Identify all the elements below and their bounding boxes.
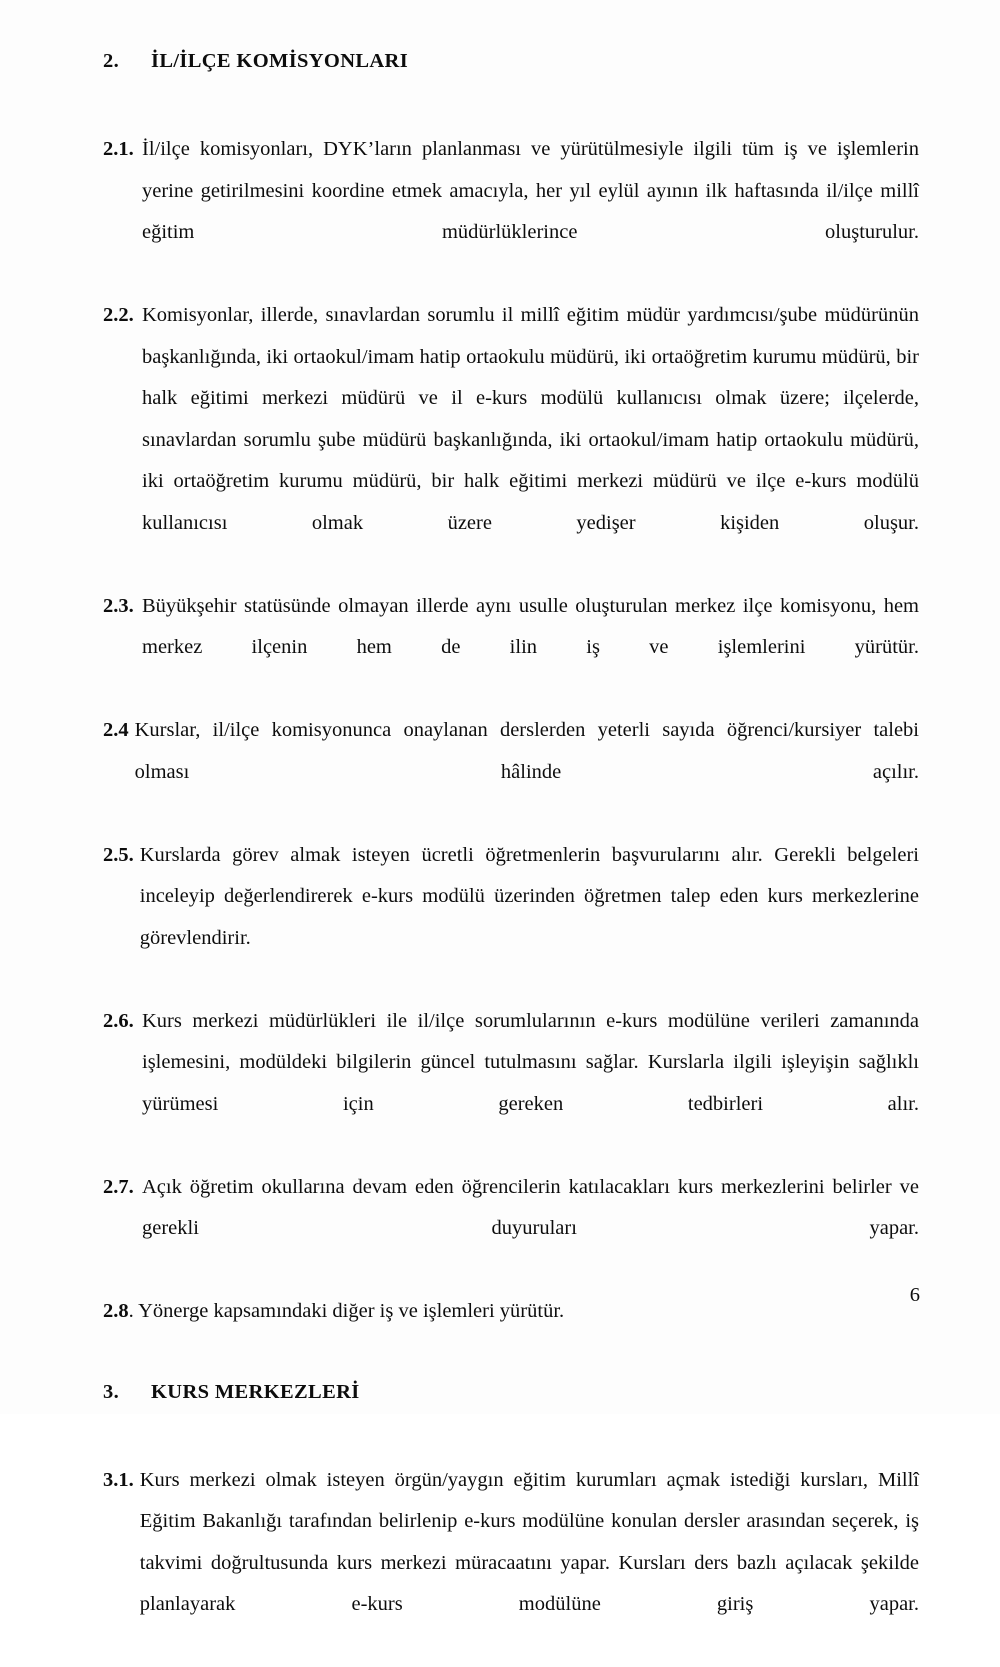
clause-number: 2.1. bbox=[103, 129, 142, 171]
clause-number: 2.4 bbox=[103, 710, 135, 752]
clause-2-4 bbox=[103, 710, 919, 835]
clause-text: . Yönerge kapsamındaki diğer iş ve işlemleri yürütür. bbox=[129, 1291, 919, 1333]
clause-text: Büyükşehir statüsünde olmayan illerde aynı usulle oluşturulan merkez ilçe komisyonu, hem merkez ilçenin hem de ilin iş ve işlemlerini yürütür. bbox=[142, 586, 919, 711]
clause-2-8 bbox=[103, 1291, 919, 1333]
clause-number: 2.3. bbox=[103, 586, 142, 628]
page-content bbox=[103, 50, 919, 1667]
clause-text: Kurs merkezi müdürlükleri ile il/ilçe sorumlularının e-kurs modülüne verileri zamanında işlemesini, modüldeki bilgilerin güncel tutulmasını sağlar. Kurslarla ilgili işleyişin sağlıklı yürümesi için gereken tedbirleri alır. bbox=[142, 1001, 919, 1167]
spacer bbox=[103, 1404, 919, 1460]
section-heading-2 bbox=[103, 50, 919, 73]
clause-2-7 bbox=[103, 1167, 919, 1292]
spacer bbox=[103, 73, 919, 129]
clause-2-5 bbox=[103, 835, 919, 1001]
clause-2-6 bbox=[103, 1001, 919, 1167]
clause-number: 3.1. bbox=[103, 1460, 140, 1502]
page-number: 6 bbox=[910, 1284, 920, 1307]
clause-3-1 bbox=[103, 1460, 919, 1667]
section-heading-3 bbox=[103, 1381, 919, 1404]
clause-number: 2.5. bbox=[103, 835, 140, 877]
section-number: 3. bbox=[103, 1381, 151, 1404]
clause-2-2 bbox=[103, 295, 919, 586]
clause-text: Komisyonlar, illerde, sınavlardan sorumlu il millî eğitim müdür yardımcısı/şube müdürünün başkanlığında, iki ortaokul/imam hatip ortaokulu müdürü, iki ortaöğretim kurumu müdürü, bir halk eğitimi merkezi müdürü ve il e-kurs modülü kullanıcısı olmak üzere; ilçelerde, sınavlardan sorumlu şube müdürü başkanlığında, iki ortaokul/imam hatip ortaokulu müdürü, iki ortaöğretim kurumu müdürü, bir halk eğitimi merkezi müdürü ve ilçe e-kurs modülü kullanıcısı olmak üzere yedişer kişiden oluşur. bbox=[142, 295, 919, 586]
clause-text: Kurslarda görev almak isteyen ücretli öğretmenlerin başvurularını alır. Gerekli belgeleri inceleyip değerlendirerek e-kurs modülü üzerinden öğretmen talep eden kurs merkezlerine görevlendirir. bbox=[140, 835, 919, 1001]
spacer bbox=[103, 1333, 919, 1381]
clause-2-1 bbox=[103, 129, 919, 295]
clause-number: 2.6. bbox=[103, 1001, 142, 1043]
clause-number: 2.7. bbox=[103, 1167, 142, 1209]
clause-2-3 bbox=[103, 586, 919, 711]
section-title: KURS MERKEZLERİ bbox=[151, 1381, 919, 1404]
clause-text: İl/ilçe komisyonları, DYK’ların planlanması ve yürütülmesiyle ilgili tüm iş ve işlemlerin yerine getirilmesini koordine etmek amacıyla, her yıl eylül ayının ilk haftasında il/ilçe millî eğitim müdürlüklerince oluşturulur. bbox=[142, 129, 919, 295]
clause-number: 2.8 bbox=[103, 1291, 129, 1333]
section-number: 2. bbox=[103, 50, 151, 73]
clause-text: Kurslar, il/ilçe komisyonunca onaylanan derslerden yeterli sayıda öğrenci/kursiyer talebi olması hâlinde açılır. bbox=[135, 710, 919, 835]
clause-text: Kurs merkezi olmak isteyen örgün/yaygın eğitim kurumları açmak istediği kursları, Millî Eğitim Bakanlığı tarafından belirlenip e-kurs modülüne konulan dersler arasından seçerek, iş takvimi doğrultusunda kurs merkezi müracaatını yapar. Kursları ders bazlı açılacak şekilde planlayarak e-kurs modülüne giriş yapar. bbox=[140, 1460, 919, 1667]
clause-number: 2.2. bbox=[103, 295, 142, 337]
clause-text: Açık öğretim okullarına devam eden öğrencilerin katılacakları kurs merkezlerini belirler ve gerekli duyuruları yapar. bbox=[142, 1167, 919, 1292]
section-title: İL/İLÇE KOMİSYONLARI bbox=[151, 50, 919, 73]
